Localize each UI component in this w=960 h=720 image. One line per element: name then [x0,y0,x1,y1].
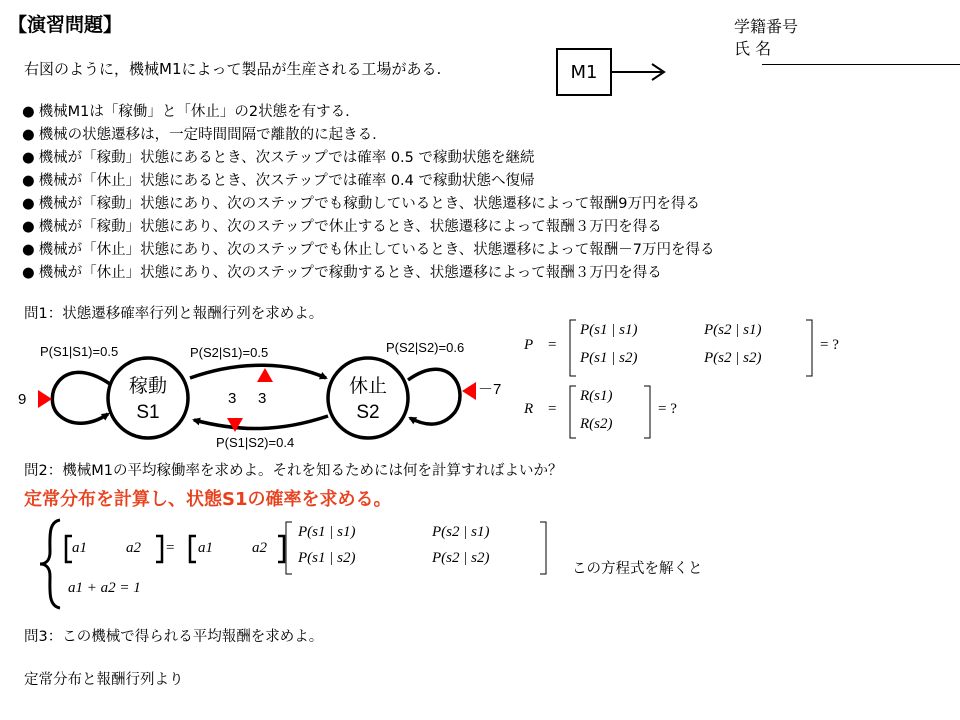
matrix-p-tail: = ? [820,337,839,353]
bullet-dot: ● [22,219,35,235]
state-s1-id: S1 [136,402,160,423]
state-s2-name: 休止 [348,376,388,397]
self-loop-s2 [408,369,460,424]
bullet-dot: ● [22,242,35,258]
page-title: 【演習問題】 [8,14,123,36]
vector-rhs-a2: a2 [252,540,267,556]
matrix-r-cell: R(s1) [580,388,613,404]
reward-r21: 3 [228,390,237,407]
equation-matrix-cell: P(s2 | s2) [432,550,490,566]
label-p12: P(S2|S1)=0.5 [190,345,269,360]
name-label: 氏 名 [734,39,772,58]
bullet-dot: ● [22,265,35,281]
matrix-p-eq: = [548,337,557,353]
bullet-item: ● 機械の状態遷移は，一定時間間隔で離散的に起きる. [22,127,377,143]
reward-marker-s1s2-icon [257,368,273,382]
equation-sum: a1 + a2 = 1 [68,580,141,596]
vector-lhs-a1: a1 [72,540,87,556]
machine-box: M1 [556,48,612,96]
bullet-item: ● 機械M1は「稼働」と「休止」の2状態を有する. [22,104,350,120]
bullet-item: ● 機械が「休止」状態にあり、次のステップで稼動するとき、状態遷移によって報酬３万円を得る [22,265,662,281]
vector-lhs-a2: a2 [126,540,141,556]
reward-r12: 3 [258,390,267,407]
vector-rhs-a1: a1 [198,540,213,556]
state-s1-name: 稼動 [128,376,168,397]
matrix-r-cell: R(s2) [580,416,613,432]
matrix-p-cell: P(s2 | s2) [704,350,762,366]
equation-matrix-cell: P(s2 | s1) [432,524,490,540]
bullet-item: ● 機械が「休止」状態にあり、次のステップでも休止しているとき、状態遷移によって報酬－7万円を得る [22,242,715,258]
student-info [734,16,798,60]
reward-marker-s2-icon [462,382,476,400]
bullet-item: ● 機械が「稼動」状態にあり、次のステップで休止するとき、状態遷移によって報酬３万円を得る [22,219,662,235]
machine-output-arrow [612,60,672,84]
question-1: 問1：状態遷移確率行列と報酬行列を求めよ。 [24,306,324,322]
bullet-item: ● 機械が「稼動」状態にあるとき、次ステップでは確率 0.5 で稼動状態を継続 [22,150,535,166]
answer-2: 定常分布を計算し、状態S1の確率を求める。 [24,489,392,510]
bullet-dot: ● [22,127,35,143]
arrow-s2-to-s1 [194,416,328,429]
reward-r22: －7 [478,381,502,398]
matrix-p-lhs: P [524,337,534,353]
bullet-dot: ● [22,150,35,166]
reward-marker-s2s1-icon [227,418,243,432]
label-p22: P(S2|S2)=0.6 [386,340,465,355]
bullet-dot: ● [22,173,35,189]
name-underline [762,64,960,65]
equation-matrix-cell: P(s1 | s1) [298,524,356,540]
question-3: 問3：この機械で得られる平均報酬を求めよ。 [24,629,324,645]
bullet-dot: ● [22,104,35,120]
state-s1 [108,358,188,438]
state-s2 [328,358,408,438]
matrix-p-cell: P(s2 | s1) [704,322,762,338]
state-s2-id: S2 [356,402,380,423]
state-transition-diagram [0,330,520,455]
intro-text: 右図のように，機械M1によって製品が生産される工場がある. [24,60,442,78]
student-id-label: 学籍番号 [734,17,799,36]
matrix-r-tail: = ? [658,401,677,417]
bullet-dot: ● [22,196,35,212]
matrix-p-cell: P(s1 | s2) [580,350,638,366]
bullet-item: ● 機械が「休止」状態にあるとき、次ステップでは確率 0.4 で稼動状態へ復帰 [22,173,535,189]
matrix-r-eq: = [548,401,557,417]
matrix-p-cell: P(s1 | s1) [580,322,638,338]
arrow-s1-to-s2 [190,365,326,378]
equation-note: この方程式を解くと [572,561,703,577]
equation-matrix-cell: P(s1 | s2) [298,550,356,566]
self-loop-s1 [52,372,110,423]
question-3-note: 定常分布と報酬行列より [24,672,184,688]
reward-marker-s1-icon [38,390,52,408]
label-p21: P(S1|S2)=0.4 [216,435,295,450]
label-p11: P(S1|S1)=0.5 [40,344,119,359]
question-2: 問2：機械M1の平均稼働率を求めよ。それを知るためには何を計算すればよいか？ [24,463,563,479]
reward-r11: 9 [18,391,27,408]
matrix-r-lhs: R [524,401,534,417]
equation-eq: = [166,540,175,556]
bullet-item: ● 機械が「稼動」状態にあり、次のステップでも稼動しているとき、状態遷移によって報酬9万円を得る [22,196,700,212]
